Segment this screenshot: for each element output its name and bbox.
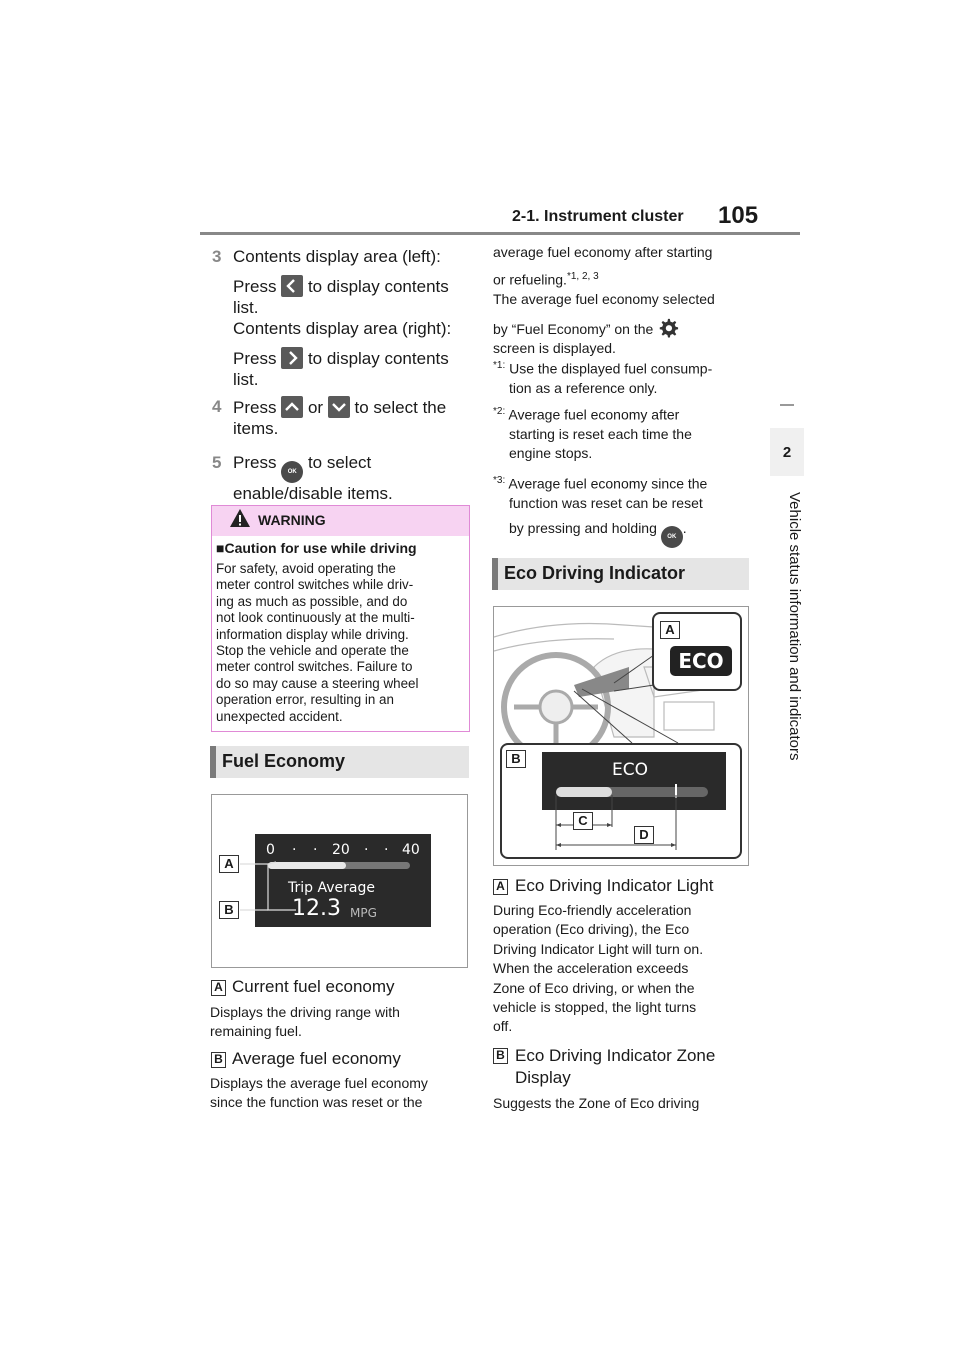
step-text: or <box>307 398 324 417</box>
text-line: or refueling. <box>493 272 567 289</box>
footnote-line-row <box>509 519 753 548</box>
side-tab-rule <box>780 404 794 406</box>
step-text: Press <box>233 349 277 368</box>
ok-button-icon: OK <box>661 526 683 548</box>
desc-line: remaining fuel. <box>210 1023 302 1040</box>
item-label: Display <box>515 1068 571 1087</box>
footnote-mark: *3: <box>493 475 506 486</box>
text-line: by “Fuel Economy” on the <box>493 320 654 337</box>
desc-line: vehicle is stopped, the light turns <box>493 999 697 1016</box>
step-text: Press <box>233 453 277 472</box>
step-text-row <box>233 275 470 297</box>
step-text: list. <box>233 370 259 389</box>
ok-button-icon: OK <box>281 461 303 483</box>
footnote-mark: *1: <box>493 360 506 371</box>
scale-label: 0 <box>266 842 275 858</box>
step-text-row <box>233 347 470 369</box>
step-3 <box>212 246 470 390</box>
average-fuel-economy-label: Average fuel economy <box>232 1049 401 1068</box>
average-fuel-economy-desc <box>210 1074 428 1113</box>
callout-c: C <box>573 812 593 830</box>
warning-line: ing as much as possible, and do <box>216 593 408 609</box>
desc-line: since the function was reset or the <box>210 1094 423 1111</box>
eco-zone-dimension-lines <box>550 795 682 850</box>
eco-light-desc <box>493 901 755 1037</box>
current-fuel-economy-desc <box>210 1003 400 1042</box>
callout-a: A <box>660 621 680 639</box>
right-arrow-button-icon <box>281 347 303 369</box>
scale-dot: · <box>292 842 297 858</box>
item-b-badge: B <box>211 1052 226 1068</box>
warning-line: not look continuously at the multi- <box>216 610 415 626</box>
step-text: Contents display area (right): <box>233 319 452 338</box>
trip-average-unit: MPG <box>350 906 377 920</box>
desc-line: When the acceleration exceeds <box>493 960 689 977</box>
item-a-badge: A <box>493 879 508 895</box>
desc-line: Suggests the Zone of Eco driving <box>493 1095 700 1111</box>
footnote-line: function was reset can be reset <box>509 495 703 512</box>
current-fuel-economy-label: Current fuel economy <box>232 977 395 996</box>
callout-b: B <box>506 750 526 768</box>
item-label: Eco Driving Indicator Zone <box>515 1046 716 1065</box>
text-line-row <box>493 317 753 339</box>
warning-line: information display while driving. <box>216 626 409 642</box>
text-line: average fuel economy after starting <box>493 244 713 260</box>
footnote-line: Average fuel economy after <box>508 406 680 423</box>
eco-driving-title: Eco Driving Indicator <box>504 563 686 583</box>
step-text: items. <box>233 419 279 438</box>
warning-line: Stop the vehicle and operate the <box>216 643 409 659</box>
warning-line: do so may cause a steering wheel <box>216 675 419 691</box>
callout-a: A <box>219 855 239 873</box>
text-line: screen is displayed. <box>493 340 616 357</box>
header-rule <box>200 232 800 235</box>
item-b-badge: B <box>493 1048 508 1064</box>
text-line-row <box>493 267 753 290</box>
step-text: Contents display area (left): <box>233 247 441 266</box>
warning-line: operation error, resulting in an <box>216 692 394 708</box>
scale-label: 40 <box>402 842 420 858</box>
desc-line: operation (Eco driving), the Eco <box>493 921 690 938</box>
footnote-3 <box>493 471 753 548</box>
up-arrow-button-icon <box>281 396 303 418</box>
scale-dot: · <box>313 842 318 858</box>
trip-average-label: Trip Average <box>288 880 375 896</box>
footnote-line: engine stops. <box>509 445 593 462</box>
warning-line: meter control switches. Failure to <box>216 659 413 675</box>
step-text: to select the <box>354 398 447 417</box>
eco-zone-desc <box>493 1094 699 1113</box>
step-4 <box>212 396 470 439</box>
eco-light-label: Eco Driving Indicator Light <box>515 876 714 895</box>
warning-line: For safety, avoid operating the <box>216 561 396 576</box>
desc-line: off. <box>493 1018 513 1035</box>
section-title: 2-1. Instrument cluster <box>512 208 684 225</box>
warning-triangle-icon <box>229 508 251 528</box>
step-text: Press <box>233 398 277 417</box>
footnote-ref: *1, 2, 3 <box>566 271 599 283</box>
step-text: to display contents <box>307 277 449 296</box>
footnote-1 <box>493 356 753 398</box>
text-line: The average fuel economy selected <box>493 291 715 308</box>
footnote-line: starting is reset each time the <box>509 426 692 443</box>
warning-line: meter control switches while driv- <box>216 577 414 593</box>
scale-dot: · <box>384 842 389 858</box>
footnote-line: tion as a reference only. <box>509 380 658 397</box>
step-5 <box>212 452 470 504</box>
desc-line: Driving Indicator Light will turn on. <box>493 940 704 957</box>
warning-body <box>216 561 466 725</box>
step-text-row <box>233 452 470 483</box>
step-text: list. <box>233 298 259 317</box>
warning-title: WARNING <box>258 512 326 528</box>
step-text: Press <box>233 277 277 296</box>
eco-zone-label: ECO <box>612 760 648 780</box>
gear-icon <box>657 317 679 339</box>
page-number: 105 <box>718 202 759 229</box>
scale-label: 20 <box>332 842 350 858</box>
warning-line: unexpected accident. <box>216 708 343 724</box>
scale-dot: · <box>364 842 369 858</box>
footnote-line: . <box>682 520 687 537</box>
footnote-line: Average fuel economy since the <box>508 475 708 492</box>
step-text: to select <box>307 453 372 472</box>
callout-d: D <box>634 826 654 844</box>
down-arrow-button-icon <box>328 396 350 418</box>
step-text: to display contents <box>307 349 449 368</box>
chapter-number: 2 <box>782 444 792 461</box>
desc-line: Zone of Eco driving, or when the <box>493 979 695 996</box>
chapter-title: Vehicle status information and indicators <box>786 492 803 761</box>
step-text: enable/disable items. <box>233 484 393 503</box>
footnote-line: by pressing and holding <box>509 520 657 537</box>
step-number: 5 <box>212 453 222 472</box>
desc-line: Displays the driving range with <box>210 1004 400 1020</box>
fuel-continued <box>493 243 753 359</box>
step-number: 3 <box>212 247 222 266</box>
left-arrow-button-icon <box>281 275 303 297</box>
eco-light-badge: ECO <box>670 646 732 676</box>
fuel-callout-lines <box>240 858 300 918</box>
callout-b: B <box>219 901 239 919</box>
fuel-economy-title: Fuel Economy <box>222 751 346 771</box>
footnote-mark: *2: <box>493 406 506 417</box>
step-text-row <box>233 396 470 418</box>
eco-zone-label-text <box>515 1045 715 1089</box>
warning-subtitle: ■Caution for use while driving <box>216 540 417 556</box>
desc-line: Displays the average fuel economy <box>210 1075 428 1091</box>
footnote-line: Use the displayed fuel consump- <box>509 360 713 377</box>
step-number: 4 <box>212 397 222 416</box>
trip-average-value: 12.3 <box>292 896 341 921</box>
item-a-badge: A <box>211 980 226 996</box>
desc-line: During Eco-friendly acceleration <box>493 902 692 918</box>
footnote-2 <box>493 402 753 464</box>
